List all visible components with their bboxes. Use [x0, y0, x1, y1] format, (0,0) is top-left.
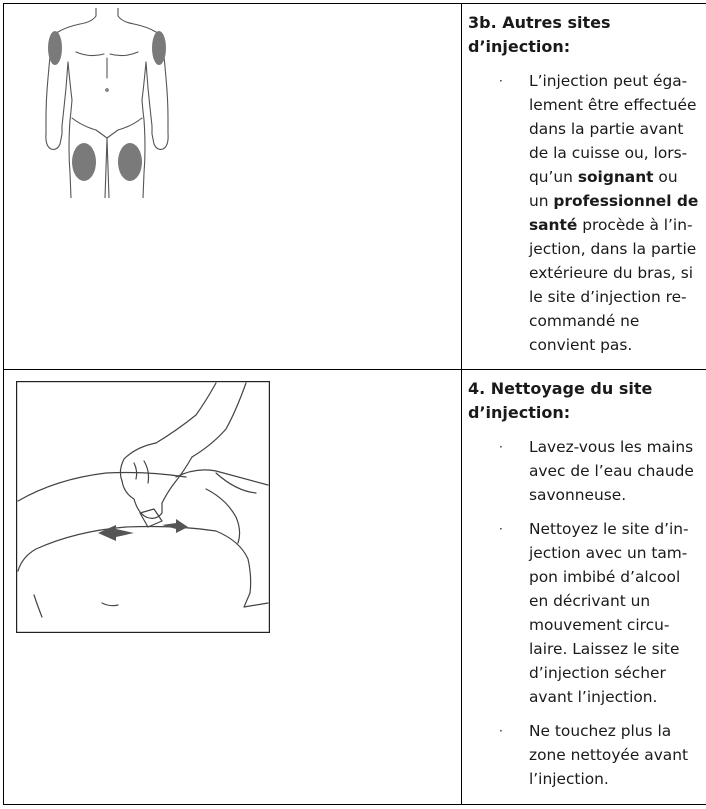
bullet-marker: ·	[499, 522, 503, 537]
text-line	[529, 565, 706, 589]
instructions-table	[3, 3, 706, 805]
text-segment: dans la partie avant	[529, 120, 684, 138]
list-item	[468, 719, 706, 791]
text-segment: jection, dans la partie	[529, 240, 697, 258]
text-line	[529, 309, 706, 333]
bullet-list-3b	[468, 69, 706, 357]
text-segment: laire. Laissez le site	[529, 640, 680, 659]
text-line	[529, 213, 706, 237]
section-heading-4: 4. Nettoyage du site d’injection:	[468, 379, 653, 423]
text-line	[529, 661, 706, 685]
text-line	[529, 589, 706, 613]
text-line	[529, 613, 706, 637]
image-cell	[4, 370, 462, 805]
text-segment: extérieure du bras, si	[529, 264, 694, 282]
text-line	[529, 483, 706, 507]
text-segment: mouvement circu-	[529, 616, 670, 635]
text-segment: L’injection peut éga-	[529, 72, 688, 90]
text-segment: le site d’injection re-	[529, 288, 687, 306]
text-segment: savonneuse.	[529, 486, 627, 505]
text-segment: Ne touchez plus la	[529, 722, 672, 741]
text-line	[529, 261, 706, 285]
text-line	[529, 333, 706, 357]
text-line	[529, 459, 706, 483]
list-item	[468, 517, 706, 709]
text-segment: ou	[653, 168, 678, 186]
text-segment: commandé ne	[529, 312, 640, 330]
text-segment: convient pas.	[529, 336, 633, 354]
text-segment: zone nettoyée avant	[529, 746, 689, 765]
text-segment: Lavez-vous les mains	[529, 438, 694, 457]
text-segment: de la cuisse ou, lors-	[529, 144, 688, 162]
text-segment: procède à l’in-	[577, 216, 693, 234]
bullet-marker: ·	[499, 440, 503, 455]
image-cell	[4, 4, 462, 370]
text-line	[529, 435, 706, 459]
list-item	[468, 435, 706, 507]
bold-term: soignant	[577, 168, 654, 186]
text-segment: qu’un	[529, 168, 578, 186]
body-injection-sites-illustration	[42, 8, 172, 198]
text-segment: avant l’injection.	[529, 688, 658, 707]
table-row	[4, 370, 706, 805]
table-row	[4, 4, 706, 370]
text-line	[529, 141, 706, 165]
text-line	[529, 719, 706, 743]
injection-site-shading	[48, 31, 166, 181]
text-line	[529, 541, 706, 565]
text-line	[529, 93, 706, 117]
text-segment: l’injection.	[529, 770, 609, 789]
bullet-marker: ·	[499, 74, 503, 88]
bullet-marker: ·	[499, 724, 503, 739]
text-line	[529, 117, 706, 141]
bold-term: professionnel de	[553, 192, 699, 210]
bold-term: santé	[529, 216, 578, 234]
text-segment: pon imbibé d’alcool	[529, 568, 681, 587]
text-cell-4	[462, 370, 706, 805]
text-segment: Nettoyez le site d’in-	[529, 520, 689, 539]
text-line	[529, 165, 706, 189]
text-line	[529, 69, 706, 93]
text-line	[529, 767, 706, 791]
bullet-list-4	[468, 435, 706, 791]
list-item	[468, 69, 706, 357]
text-segment: un	[529, 192, 554, 210]
text-segment: en décrivant un	[529, 592, 651, 611]
cleaning-injection-site-illustration	[16, 381, 270, 633]
text-line	[529, 685, 706, 709]
text-line	[529, 285, 706, 309]
text-segment: lement être effectuée	[529, 96, 697, 114]
text-line	[529, 517, 706, 541]
text-segment: jection avec un tam-	[529, 544, 688, 563]
text-line	[529, 743, 706, 767]
text-cell-3b	[462, 4, 706, 370]
text-line	[529, 189, 706, 213]
text-segment: avec de l’eau chaude	[529, 462, 694, 481]
section-heading-3b: 3b. Autres sites d’injection:	[468, 13, 611, 56]
text-segment: d’injection sécher	[529, 664, 666, 683]
text-line	[529, 637, 706, 661]
text-line	[529, 237, 706, 261]
